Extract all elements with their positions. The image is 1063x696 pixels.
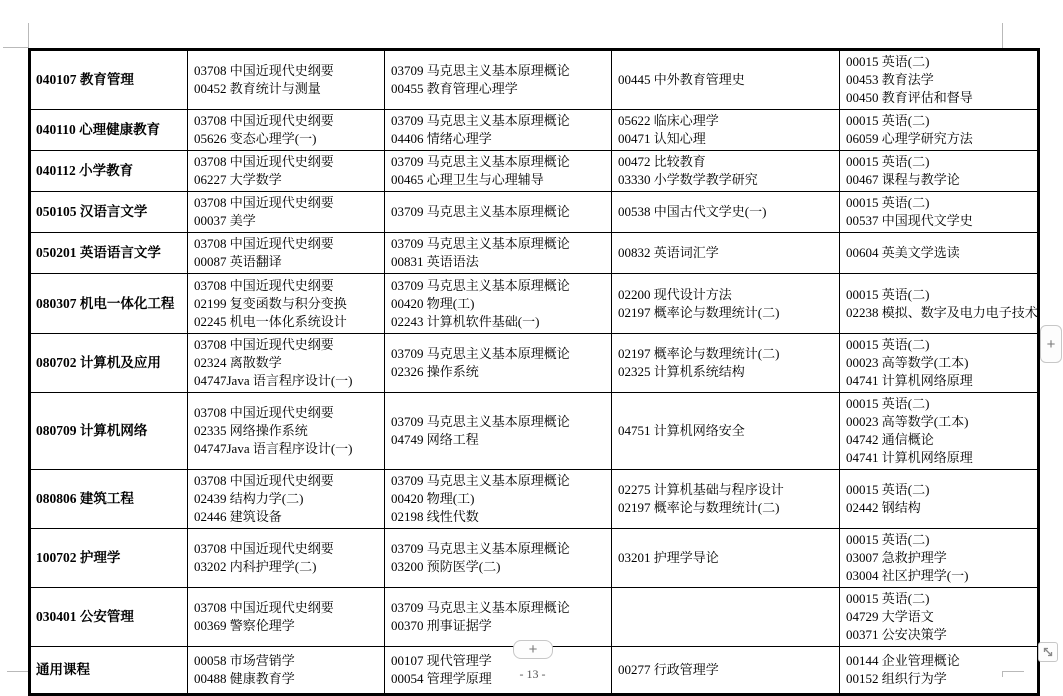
table-row xyxy=(30,233,1039,274)
course-line: 03708 中国近现代史纲要 xyxy=(194,195,334,210)
course-line: 00015 英语(二) xyxy=(846,396,930,411)
course-cell[interactable] xyxy=(385,393,612,470)
course-line: 00015 英语(二) xyxy=(846,337,930,352)
course-line: 04729 大学语文 xyxy=(846,609,934,624)
course-cell[interactable] xyxy=(385,529,612,588)
course-cell[interactable] xyxy=(612,529,840,588)
course-line: 02199 复变函数与积分变换 xyxy=(194,295,347,311)
course-line: 03007 急救护理学 xyxy=(846,550,947,565)
course-cell[interactable] xyxy=(188,110,385,151)
course-line: 03708 中国近现代史纲要 xyxy=(194,337,334,352)
table-row xyxy=(30,393,1039,470)
course-line: 03709 马克思主义基本原理概论 xyxy=(391,277,570,293)
course-line: 03708 中国近现代史纲要 xyxy=(194,277,334,293)
course-cell[interactable] xyxy=(385,588,612,647)
table-row xyxy=(30,50,1039,110)
major-cell[interactable]: 030401 公安管理 xyxy=(30,588,188,647)
course-line: 00370 刑事证据学 xyxy=(391,618,492,633)
course-line: 00058 市场营销学 xyxy=(194,653,295,668)
table-row xyxy=(30,529,1039,588)
course-line: 04406 情绪心理学 xyxy=(391,131,492,146)
course-line: 02197 概率论与数理统计(二) xyxy=(618,500,780,515)
course-line: 03708 中国近现代史纲要 xyxy=(194,113,334,128)
course-line: 03709 马克思主义基本原理概论 xyxy=(391,204,570,219)
course-line: 04741 计算机网络原理 xyxy=(846,373,973,388)
course-cell[interactable] xyxy=(612,151,840,192)
course-cell[interactable] xyxy=(840,233,1039,274)
major-cell[interactable]: 通用课程 xyxy=(30,647,188,695)
course-line: 05622 临床心理学 xyxy=(618,113,719,128)
text-boundary-mark-top-right-v xyxy=(1002,23,1003,48)
course-cell[interactable] xyxy=(840,274,1039,334)
course-line: 02442 钢结构 xyxy=(846,500,921,515)
course-cell[interactable] xyxy=(385,470,612,529)
course-line: 03201 护理学导论 xyxy=(618,550,719,565)
course-line: 02197 概率论与数理统计(二) xyxy=(618,346,780,361)
course-line: 00538 中国古代文学史(一) xyxy=(618,204,767,219)
course-line: 00015 英语(二) xyxy=(846,54,930,69)
course-cell[interactable] xyxy=(188,334,385,393)
course-cell[interactable] xyxy=(188,470,385,529)
course-line: 03709 马克思主义基本原理概论 xyxy=(391,541,570,556)
major-cell[interactable]: 040110 心理健康教育 xyxy=(30,110,188,151)
course-cell[interactable] xyxy=(385,110,612,151)
course-line: 02197 概率论与数理统计(二) xyxy=(618,304,780,320)
course-cell[interactable] xyxy=(840,334,1039,393)
table-row xyxy=(30,110,1039,151)
course-schedule-table xyxy=(28,48,1040,696)
course-line: 00054 管理学原理 xyxy=(391,671,492,686)
course-line: 02245 机电一体化系统设计 xyxy=(194,313,347,329)
course-line: 00369 警察伦理学 xyxy=(194,618,295,633)
course-line: 06227 大学数学 xyxy=(194,172,282,187)
course-line: 04741 计算机网络原理 xyxy=(846,450,973,465)
course-cell[interactable] xyxy=(840,529,1039,588)
course-line: 03708 中国近现代史纲要 xyxy=(194,541,334,556)
course-cell[interactable] xyxy=(612,274,840,334)
course-line: 03004 社区护理学(一) xyxy=(846,568,969,583)
course-cell[interactable] xyxy=(188,588,385,647)
table-row xyxy=(30,470,1039,529)
add-row-button[interactable] xyxy=(513,640,553,659)
course-line: 00488 健康教育学 xyxy=(194,671,295,686)
course-cell[interactable] xyxy=(840,192,1039,233)
course-cell[interactable] xyxy=(840,393,1039,470)
course-cell[interactable] xyxy=(188,274,385,334)
course-line: 03708 中国近现代史纲要 xyxy=(194,236,334,251)
course-line: 00107 现代管理学 xyxy=(391,653,492,668)
course-line: 00420 物理(工) xyxy=(391,491,475,506)
course-line: 00023 高等数学(工本) xyxy=(846,414,969,429)
course-line: 02439 结构力学(二) xyxy=(194,491,304,506)
course-line: 00144 企业管理概论 xyxy=(846,653,960,668)
course-line: 03200 预防医学(二) xyxy=(391,559,501,574)
course-line: 02275 计算机基础与程序设计 xyxy=(618,482,784,497)
course-cell[interactable] xyxy=(840,470,1039,529)
course-line: 03709 马克思主义基本原理概论 xyxy=(391,414,570,429)
course-line: 00453 教育法学 xyxy=(846,72,934,87)
course-cell[interactable] xyxy=(612,588,840,647)
major-cell[interactable]: 100702 护理学 xyxy=(30,529,188,588)
course-line: 00015 英语(二) xyxy=(846,591,930,606)
major-cell[interactable]: 040112 小学教育 xyxy=(30,151,188,192)
course-cell[interactable] xyxy=(612,393,840,470)
course-line: 02324 离散数学 xyxy=(194,355,282,370)
course-cell[interactable] xyxy=(612,334,840,393)
add-column-button[interactable] xyxy=(1040,325,1062,363)
course-line: 00452 教育统计与测量 xyxy=(194,81,321,96)
page-number: - 13 - xyxy=(519,667,546,681)
course-cell[interactable] xyxy=(612,470,840,529)
text-boundary-mark-bottom-left-h xyxy=(7,671,29,672)
course-line: 00015 英语(二) xyxy=(846,482,930,497)
course-line: 03709 马克思主义基本原理概论 xyxy=(391,154,570,169)
course-cell[interactable] xyxy=(385,50,612,110)
course-cell[interactable] xyxy=(612,233,840,274)
course-cell[interactable] xyxy=(612,50,840,110)
course-line: 03330 小学数学教学研究 xyxy=(618,172,758,187)
course-line: 00445 中外教育管理史 xyxy=(618,72,745,87)
course-line: 06059 心理学研究方法 xyxy=(846,131,973,146)
course-line: 03709 马克思主义基本原理概论 xyxy=(391,236,570,251)
course-line: 04747Java 语言程序设计(一) xyxy=(194,373,353,388)
table-row xyxy=(30,274,1039,334)
major-cell[interactable]: 050201 英语语言文学 xyxy=(30,233,188,274)
course-cell[interactable] xyxy=(840,151,1039,192)
course-cell[interactable] xyxy=(385,274,612,334)
course-line: 00472 比较教育 xyxy=(618,154,706,169)
course-line: 02325 计算机系统结构 xyxy=(618,364,745,379)
course-line: 00604 英美文学选读 xyxy=(846,245,960,260)
course-line: 03709 马克思主义基本原理概论 xyxy=(391,473,570,488)
course-cell[interactable] xyxy=(188,50,385,110)
table-row xyxy=(30,151,1039,192)
course-line: 00015 英语(二) xyxy=(846,154,930,169)
course-line: 03708 中国近现代史纲要 xyxy=(194,63,334,78)
resize-diagonal-icon xyxy=(1041,645,1055,659)
course-line: 00537 中国现代文学史 xyxy=(846,213,973,228)
course-line: 00832 英语词汇学 xyxy=(618,245,719,260)
major-cell[interactable]: 040107 教育管理 xyxy=(30,50,188,110)
course-line: 00015 英语(二) xyxy=(846,286,930,302)
course-line: 00420 物理(工) xyxy=(391,295,475,311)
course-line: 00450 教育评估和督导 xyxy=(846,90,973,105)
course-line: 02326 操作系统 xyxy=(391,364,479,379)
course-line: 04749 网络工程 xyxy=(391,432,479,447)
course-cell[interactable] xyxy=(188,192,385,233)
course-line: 00015 英语(二) xyxy=(846,195,930,210)
course-line: 00455 教育管理心理学 xyxy=(391,81,518,96)
course-line: 00015 英语(二) xyxy=(846,113,930,128)
course-line: 03709 马克思主义基本原理概论 xyxy=(391,346,570,361)
course-cell[interactable] xyxy=(385,192,612,233)
course-cell[interactable] xyxy=(840,588,1039,647)
table-row xyxy=(30,588,1039,647)
course-line: 03708 中国近现代史纲要 xyxy=(194,154,334,169)
plus-icon: + xyxy=(1046,335,1056,353)
table-row xyxy=(30,192,1039,233)
course-line: 02238 模拟、数字及电力电子技术 xyxy=(846,304,1038,320)
course-cell[interactable] xyxy=(385,151,612,192)
course-line: 00037 美学 xyxy=(194,213,256,228)
course-line: 02243 计算机软件基础(一) xyxy=(391,313,540,329)
table-row xyxy=(30,334,1039,393)
course-line: 03709 马克思主义基本原理概论 xyxy=(391,113,570,128)
course-cell[interactable] xyxy=(840,50,1039,110)
major-cell[interactable]: 080709 计算机网络 xyxy=(30,393,188,470)
course-line: 02198 线性代数 xyxy=(391,509,479,524)
course-line: 03202 内科护理学(二) xyxy=(194,559,317,574)
course-line: 03709 马克思主义基本原理概论 xyxy=(391,63,570,78)
course-line: 00371 公安决策学 xyxy=(846,627,947,642)
course-line: 03708 中国近现代史纲要 xyxy=(194,473,334,488)
course-cell[interactable] xyxy=(385,334,612,393)
course-cell[interactable] xyxy=(188,233,385,274)
plus-icon: + xyxy=(528,641,538,658)
course-line: 00277 行政管理学 xyxy=(618,662,719,677)
course-line: 02446 建筑设备 xyxy=(194,509,282,524)
course-cell[interactable] xyxy=(188,529,385,588)
course-line: 00152 组织行为学 xyxy=(846,671,947,686)
course-line: 05626 变态心理学(一) xyxy=(194,131,317,146)
course-cell[interactable] xyxy=(840,110,1039,151)
course-line: 00015 英语(二) xyxy=(846,532,930,547)
course-line: 00471 认知心理 xyxy=(618,131,706,146)
course-cell[interactable] xyxy=(612,192,840,233)
course-line: 02335 网络操作系统 xyxy=(194,423,308,438)
text-boundary-mark-top-left-h xyxy=(3,47,28,48)
course-line: 00467 课程与教学论 xyxy=(846,172,960,187)
course-line: 03709 马克思主义基本原理概论 xyxy=(391,600,570,615)
course-cell[interactable] xyxy=(612,110,840,151)
course-line: 03708 中国近现代史纲要 xyxy=(194,405,334,420)
course-cell[interactable] xyxy=(188,151,385,192)
table-resize-handle[interactable] xyxy=(1038,642,1058,662)
course-cell[interactable] xyxy=(188,393,385,470)
major-cell[interactable]: 080702 计算机及应用 xyxy=(30,334,188,393)
major-cell[interactable]: 080806 建筑工程 xyxy=(30,470,188,529)
course-line: 04751 计算机网络安全 xyxy=(618,423,745,438)
text-boundary-mark-top-left-v xyxy=(28,23,29,48)
course-line: 00831 英语语法 xyxy=(391,254,479,269)
course-line: 02200 现代设计方法 xyxy=(618,286,732,302)
course-line: 00465 心理卫生与心理辅导 xyxy=(391,172,544,187)
course-line: 04747Java 语言程序设计(一) xyxy=(194,441,353,456)
major-cell[interactable]: 050105 汉语言文学 xyxy=(30,192,188,233)
course-line: 00023 高等数学(工本) xyxy=(846,355,969,370)
course-cell[interactable] xyxy=(385,233,612,274)
course-line: 03708 中国近现代史纲要 xyxy=(194,600,334,615)
major-cell[interactable]: 080307 机电一体化工程 xyxy=(30,274,188,334)
course-line: 00087 英语翻译 xyxy=(194,254,282,269)
course-line: 04742 通信概论 xyxy=(846,432,934,447)
